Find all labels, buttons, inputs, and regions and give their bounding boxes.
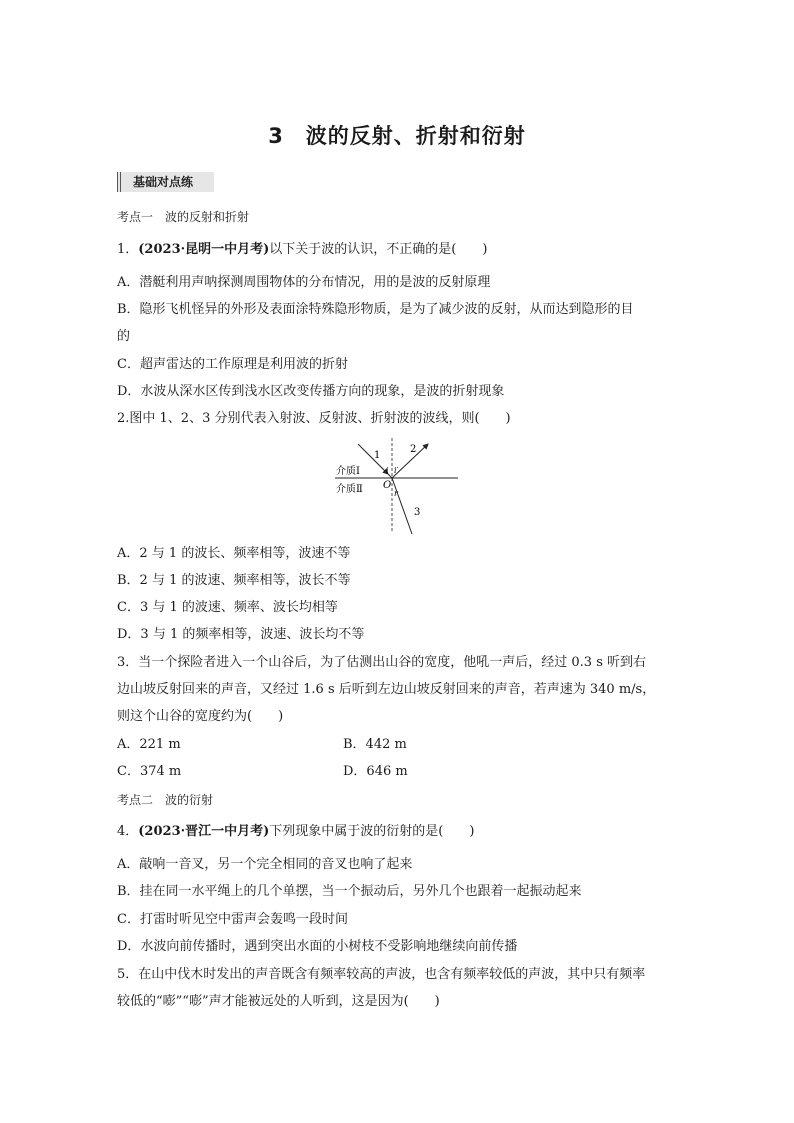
question-3-option-d: D．646 m bbox=[343, 764, 408, 779]
question-3-option-a: A．221 m bbox=[117, 737, 181, 752]
question-4-stem bbox=[117, 823, 474, 841]
medium-2-label: 介质Ⅱ bbox=[336, 484, 363, 495]
question-2-stem: 2.图中 1、2、3 分别代表入射波、反射波、折射波的波线，则( ) bbox=[117, 411, 511, 426]
angle-i-label: i bbox=[386, 466, 389, 475]
page-title: 3 波的反射、折射和衍射 bbox=[268, 124, 526, 148]
ray-1-label: 1 bbox=[374, 450, 381, 461]
question-3-line-2: 边山坡反射回来的声音，又经过 1.6 s 后听到左边山坡反射回来的声音，若声速为 340 m/s， bbox=[117, 682, 656, 697]
question-4-option-a: A．敲响一音叉，另一个完全相同的音叉也响了起来 bbox=[117, 857, 413, 872]
angle-r-label: r bbox=[394, 489, 398, 498]
question-2-option-a: A．2 与 1 的波长、频率相等，波速不等 bbox=[117, 546, 351, 561]
question-3-option-b: B．442 m bbox=[343, 737, 407, 752]
question-4-option-d: D．水波向前传播时，遇到突出水面的小树枝不受影响地继续向前传播 bbox=[117, 939, 518, 954]
angle-i-prime-label: i′ bbox=[394, 466, 399, 475]
kaodian-heading-1: 考点一 波的反射和折射 bbox=[117, 210, 250, 224]
ray-3-label: 3 bbox=[414, 507, 421, 518]
kaodian-heading-2: 考点二 波的衍射 bbox=[117, 793, 214, 807]
ray-2-label: 2 bbox=[410, 444, 417, 455]
question-1-option-a: A．潜艇利用声呐探测周围物体的分布情况，用的是波的反射原理 bbox=[117, 275, 491, 290]
question-1-number: 1． bbox=[117, 242, 139, 257]
question-2-option-d: D．3 与 1 的频率相等，波速、波长均不等 bbox=[117, 627, 365, 642]
question-1-text: 以下关于波的认识，不正确的是( ) bbox=[269, 242, 488, 257]
question-3-line-1: 3．当一个探险者进入一个山谷后，为了估测出山谷的宽度，他吼一声后，经过 0.3 s 听到右 bbox=[117, 655, 647, 670]
question-1-stem bbox=[117, 241, 487, 259]
question-2-option-c: C．3 与 1 的波速、频率、波长均相等 bbox=[117, 600, 338, 615]
question-2-option-b: B．2 与 1 的波速、频率相等，波长不等 bbox=[117, 573, 351, 588]
question-1-option-c: C．超声雷达的工作原理是利用波的折射 bbox=[117, 357, 348, 372]
question-3-line-3: 则这个山谷的宽度约为( ) bbox=[117, 709, 284, 724]
question-1-option-d: D．水波从深水区传到浅水区改变传播方向的现象，是波的折射现象 bbox=[117, 384, 505, 399]
question-1-option-b-cont: 的 bbox=[117, 329, 131, 344]
question-5-line-1: 5．在山中伐木时发出的声音既含有频率较高的声波，也含有频率较低的声波，其中只有频率 bbox=[117, 967, 646, 982]
refraction-figure bbox=[330, 436, 462, 538]
incident-ray bbox=[358, 444, 388, 474]
question-3-option-c: C．374 m bbox=[117, 764, 182, 779]
question-4-source: (2023·晋江一中月考) bbox=[138, 824, 270, 839]
question-4-option-c: C．打雷时听见空中雷声会轰鸣一段时间 bbox=[117, 912, 348, 927]
question-5-line-2: 较低的“嘭”“嘭”声才能被远处的人听到，这是因为( ) bbox=[117, 994, 440, 1009]
medium-1-label: 介质Ⅰ bbox=[336, 466, 360, 477]
question-1-option-b: B．隐形飞机怪异的外形及表面涂特殊隐形物质，是为了减少波的反射，从而达到隐形的目 bbox=[117, 302, 634, 317]
point-o-label: O bbox=[383, 480, 392, 491]
section-tag: 基础对点练 bbox=[117, 172, 214, 192]
question-4-number: 4． bbox=[117, 824, 139, 839]
question-4-text: 下列现象中属于波的衍射的是( ) bbox=[269, 824, 475, 839]
refracted-ray bbox=[392, 478, 412, 534]
question-1-source: (2023·昆明一中月考) bbox=[138, 242, 270, 257]
question-4-option-b: B．挂在同一水平绳上的几个单摆，当一个振动后，另外几个也跟着一起振动起来 bbox=[117, 884, 582, 899]
